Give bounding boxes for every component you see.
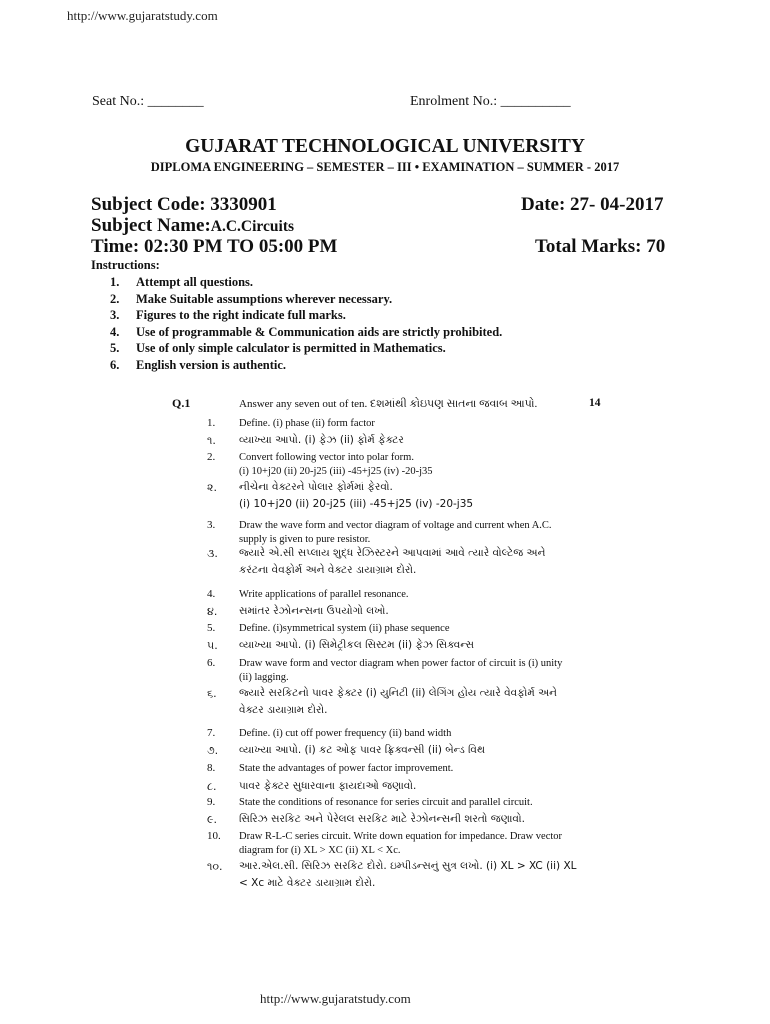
question-item-number: ૮. — [207, 780, 217, 793]
question-item-line: વ્યાખ્યા આપો. (i) કટ ઓફ પાવર ફ્રિક્વન્સી (ii) બેન્ડ વિથ — [239, 744, 486, 756]
instructions-title: Instructions: — [91, 258, 160, 272]
question-item-text-gujarati — [239, 639, 624, 653]
question-item-line: વેક્ટર ડાયાગ્રામ દોરો. — [239, 703, 328, 716]
instruction-text: Make Suitable assumptions wherever necessary. — [136, 291, 393, 306]
instructions-list — [110, 274, 502, 374]
question-item-line: નીચેના વેક્ટરને પોલાર ફોર્મમાં ફેરવો. — [239, 481, 393, 493]
question-item-number: 7. — [207, 727, 216, 739]
question-item-text-english — [239, 451, 624, 478]
question-item-text-english — [239, 796, 624, 810]
question-item-number: ૩. — [207, 547, 218, 560]
footer-url[interactable]: http://www.gujaratstudy.com — [260, 991, 411, 1006]
question-item-text-gujarati — [239, 813, 624, 827]
question-item-line: Define. (i)symmetrical system (ii) phase sequence — [239, 623, 450, 634]
question-item-text-gujarati — [239, 481, 624, 511]
question-item-line: (ii) lagging. — [239, 671, 289, 683]
question-item-line: વ્યાખ્યા આપો. (i) ફેઝ (ii) ફોર્મ ફેક્ટર — [239, 434, 404, 446]
instruction-item — [110, 274, 502, 291]
question-item-line: Write applications of parallel resonance. — [239, 589, 409, 600]
question-item-number: 3. — [207, 519, 216, 531]
question-marks: 14 — [589, 397, 601, 409]
question-item-number: ૪. — [207, 605, 218, 618]
question-item-line: Convert following vector into polar form. — [239, 452, 414, 463]
question-item-number: 5. — [207, 622, 216, 634]
question-item-number: ૨. — [207, 481, 217, 494]
subject-name-label: Subject Name: — [91, 215, 211, 236]
question-item-text-gujarati — [239, 687, 624, 717]
question-item-text-gujarati — [239, 434, 624, 448]
question-item-line: જ્યારે એ.સી સપ્લાય શુદ્ધ રેઝિસ્ટરને આપવામાં આવે ત્યારે વોલ્ટેજ અને — [239, 547, 546, 559]
question-item-text-english — [239, 519, 624, 546]
question-item-number: ૭. — [207, 744, 219, 757]
exam-line: DIPLOMA ENGINEERING – SEMESTER – III • EXAMINATION – SUMMER - 2017 — [150, 160, 620, 174]
instruction-number: 3. — [110, 308, 120, 323]
question-item-text-gujarati — [239, 860, 624, 890]
question-item-line: સમાંતર રેઝોનન્સના ઉપયોગો લખો. — [239, 605, 389, 617]
instruction-text: Figures to the right indicate full marks. — [136, 308, 346, 323]
question-item-line: State the conditions of resonance for series circuit and parallel circuit. — [239, 797, 533, 808]
question-item-number: 2. — [207, 451, 216, 463]
subject-name-value: A.C.Circuits — [210, 218, 295, 235]
question-item-number: 10. — [207, 830, 221, 842]
question-item-text-gujarati — [239, 547, 624, 577]
question-item-text-gujarati — [239, 744, 624, 758]
instruction-number: 6. — [110, 357, 120, 372]
instruction-number: 4. — [110, 324, 120, 339]
question-item-text-english — [239, 622, 624, 636]
question-item-line: Define. (i) cut off power frequency (ii) band width — [239, 728, 452, 739]
question-item-line: diagram for (i) XL > XC (ii) XL < Xc. — [239, 844, 401, 856]
question-item-line: State the advantages of power factor improvement. — [239, 763, 454, 774]
question-item-number: 4. — [207, 588, 216, 600]
question-item-text-english — [239, 762, 624, 776]
question-item-line: (i) 10+j20 (ii) 20-j25 (iii) -45+j25 (iv) -20-j35 — [239, 497, 474, 510]
question-item-number: ૯. — [207, 813, 218, 826]
question-item-text-english — [239, 830, 624, 857]
question-item-line: જ્યારે સરકિટનો પાવર ફેક્ટર (i) યુનિટી (ii) લેગિંગ હોય ત્યારે વેવફોર્મ અને — [239, 687, 557, 699]
university-title: GUJARAT TECHNOLOGICAL UNIVERSITY — [185, 136, 585, 157]
instruction-number: 1. — [110, 275, 120, 289]
question-item-text-english — [239, 727, 624, 741]
question-item-number: ૧૦. — [207, 860, 223, 873]
instruction-text: English version is authentic. — [136, 357, 287, 372]
question-item-line: આર.એલ.સી. સિરિઝ સરકિટ દોરો. ઇમ્પીડન્સનું સુત્ર લખો. (i) XL > XC (ii) XL — [239, 860, 577, 872]
question-item-text-english — [239, 657, 624, 684]
exam-time: Time: 02:30 PM TO 05:00 PM — [91, 236, 338, 257]
instruction-item — [110, 340, 502, 357]
question-item-line: પાવર ફેક્ટર સુધારવાના ફાયદાઓ જણાવો. — [239, 780, 417, 792]
instruction-item — [110, 291, 502, 308]
question-item-number: ૬. — [207, 687, 217, 700]
question-item-line: < Xc માટે વેક્ટર ડાયાગ્રામ દોરો. — [239, 876, 376, 889]
question-item-line: Draw the wave form and vector diagram of voltage and current when A.C. — [239, 520, 552, 531]
question-label: Q.1 — [172, 396, 191, 410]
question-item-number: ૫. — [207, 639, 218, 652]
header-url[interactable]: http://www.gujaratstudy.com — [67, 8, 218, 23]
seat-number-field: Seat No.: ________ — [92, 94, 204, 109]
question-item-line: supply is given to pure resistor. — [239, 533, 371, 545]
question-item-number: 8. — [207, 762, 216, 774]
question-item-text-gujarati — [239, 605, 624, 619]
exam-date: Date: 27- 04-2017 — [521, 194, 664, 215]
question-item-line: Draw R-L-C series circuit. Write down equation for impedance. Draw vector — [239, 831, 563, 842]
question-item-number: 6. — [207, 657, 216, 669]
question-item-number: 1. — [207, 417, 216, 429]
subject-code: Subject Code: 3330901 — [91, 194, 277, 215]
total-marks: Total Marks: 70 — [535, 236, 666, 257]
question-item-line: (i) 10+j20 (ii) 20-j25 (iii) -45+j25 (iv) -20-j35 — [239, 465, 433, 477]
question-item-number: ૧. — [207, 434, 216, 447]
instruction-text: Use of only simple calculator is permitted in Mathematics. — [136, 341, 446, 356]
question-item-line: Draw wave form and vector diagram when power factor of circuit is (i) unity — [239, 658, 563, 669]
instruction-text: Attempt all questions. — [136, 275, 254, 289]
question-item-text-gujarati — [239, 780, 624, 794]
question-item-line: કરંટના વેવફોર્મ અને વેક્ટર ડાયાગ્રામ દોરો. — [239, 563, 417, 576]
question-heading: Answer any seven out of ten. દશમાંથી કોઇપણ સાતના જવાબ આપો. — [239, 398, 538, 410]
instruction-text: Use of programmable & Communication aids are strictly prohibited. — [136, 324, 503, 339]
instruction-item — [110, 307, 502, 324]
enrolment-number-field: Enrolment No.: __________ — [410, 94, 571, 109]
question-item-text-english — [239, 588, 624, 602]
instruction-item — [110, 324, 502, 341]
question-item-text-english — [239, 417, 624, 431]
instruction-item — [110, 357, 502, 374]
question-item-line: વ્યાખ્યા આપો. (i) સિમેટ્રીકલ સિસ્ટમ (ii) ફેઝ સિક્વન્સ — [239, 639, 475, 651]
question-item-line: સિરિઝ સરકિટ અને પેરેલલ સરકિટ માટે રેઝોનન્સની શરતો જણાવો. — [239, 813, 525, 825]
instruction-number: 5. — [110, 341, 120, 356]
question-item-line: Define. (i) phase (ii) form factor — [239, 418, 375, 429]
instruction-number: 2. — [110, 291, 120, 306]
question-item-number: 9. — [207, 796, 216, 808]
subject-name — [91, 215, 294, 237]
